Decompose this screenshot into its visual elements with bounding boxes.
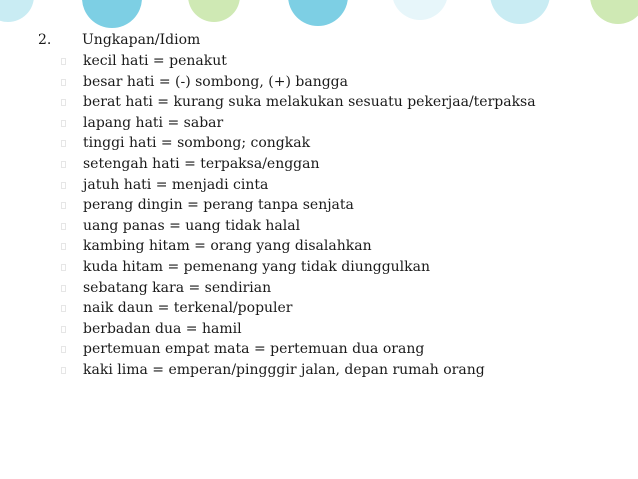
bullet-icon [61,305,66,312]
bullet-icon [61,243,66,250]
bullet-icon [61,120,66,127]
bullet-icon [61,99,66,106]
idiom-text: uang panas = uang tidak halal [83,217,301,234]
idiom-text: besar hati = (-) sombong, (+) bangga [83,73,348,90]
bullet-icon [61,223,66,230]
bullet-icon [61,326,66,333]
idiom-text: kaki lima = emperan/pingggir jalan, depan rumah orang [83,361,485,378]
idiom-text: tinggi hati = sombong; congkak [83,135,311,152]
idiom-text: jatuh hati = menjadi cinta [83,176,269,193]
section-number: 2. [38,32,52,48]
bullet-icon [61,285,66,292]
idiom-text: setengah hati = terpaksa/enggan [83,155,320,172]
idiom-text: berbadan dua = hamil [83,320,242,337]
idiom-text: sebatang kara = sendirian [83,279,272,296]
bullet-icon [61,202,66,209]
idiom-text: pertemuan empat mata = pertemuan dua orang [83,341,425,358]
bullet-icon [61,161,66,168]
idiom-text: naik daun = terkenal/populer [83,300,293,317]
bullet-icon [61,367,66,374]
bullet-icon [61,79,66,86]
bullet-icon [61,264,66,271]
bullet-icon [61,182,66,189]
idiom-text: kecil hati = penakut [83,53,227,69]
bullet-icon [61,346,66,353]
section-heading [38,32,200,48]
idiom-text: lapang hati = sabar [83,114,224,131]
idiom-text: kambing hitam = orang yang disalahkan [83,238,372,255]
section-title: Ungkapan/Idiom [82,32,201,48]
bullet-icon [61,140,66,147]
idiom-text: berat hati = kurang suka melakukan sesuatu pekerjaa/terpaksa [83,94,536,111]
idiom-text: perang dingin = perang tanpa senjata [83,197,354,214]
idiom-text: kuda hitam = pemenang yang tidak diunggulkan [83,258,430,275]
bullet-icon [61,58,66,65]
